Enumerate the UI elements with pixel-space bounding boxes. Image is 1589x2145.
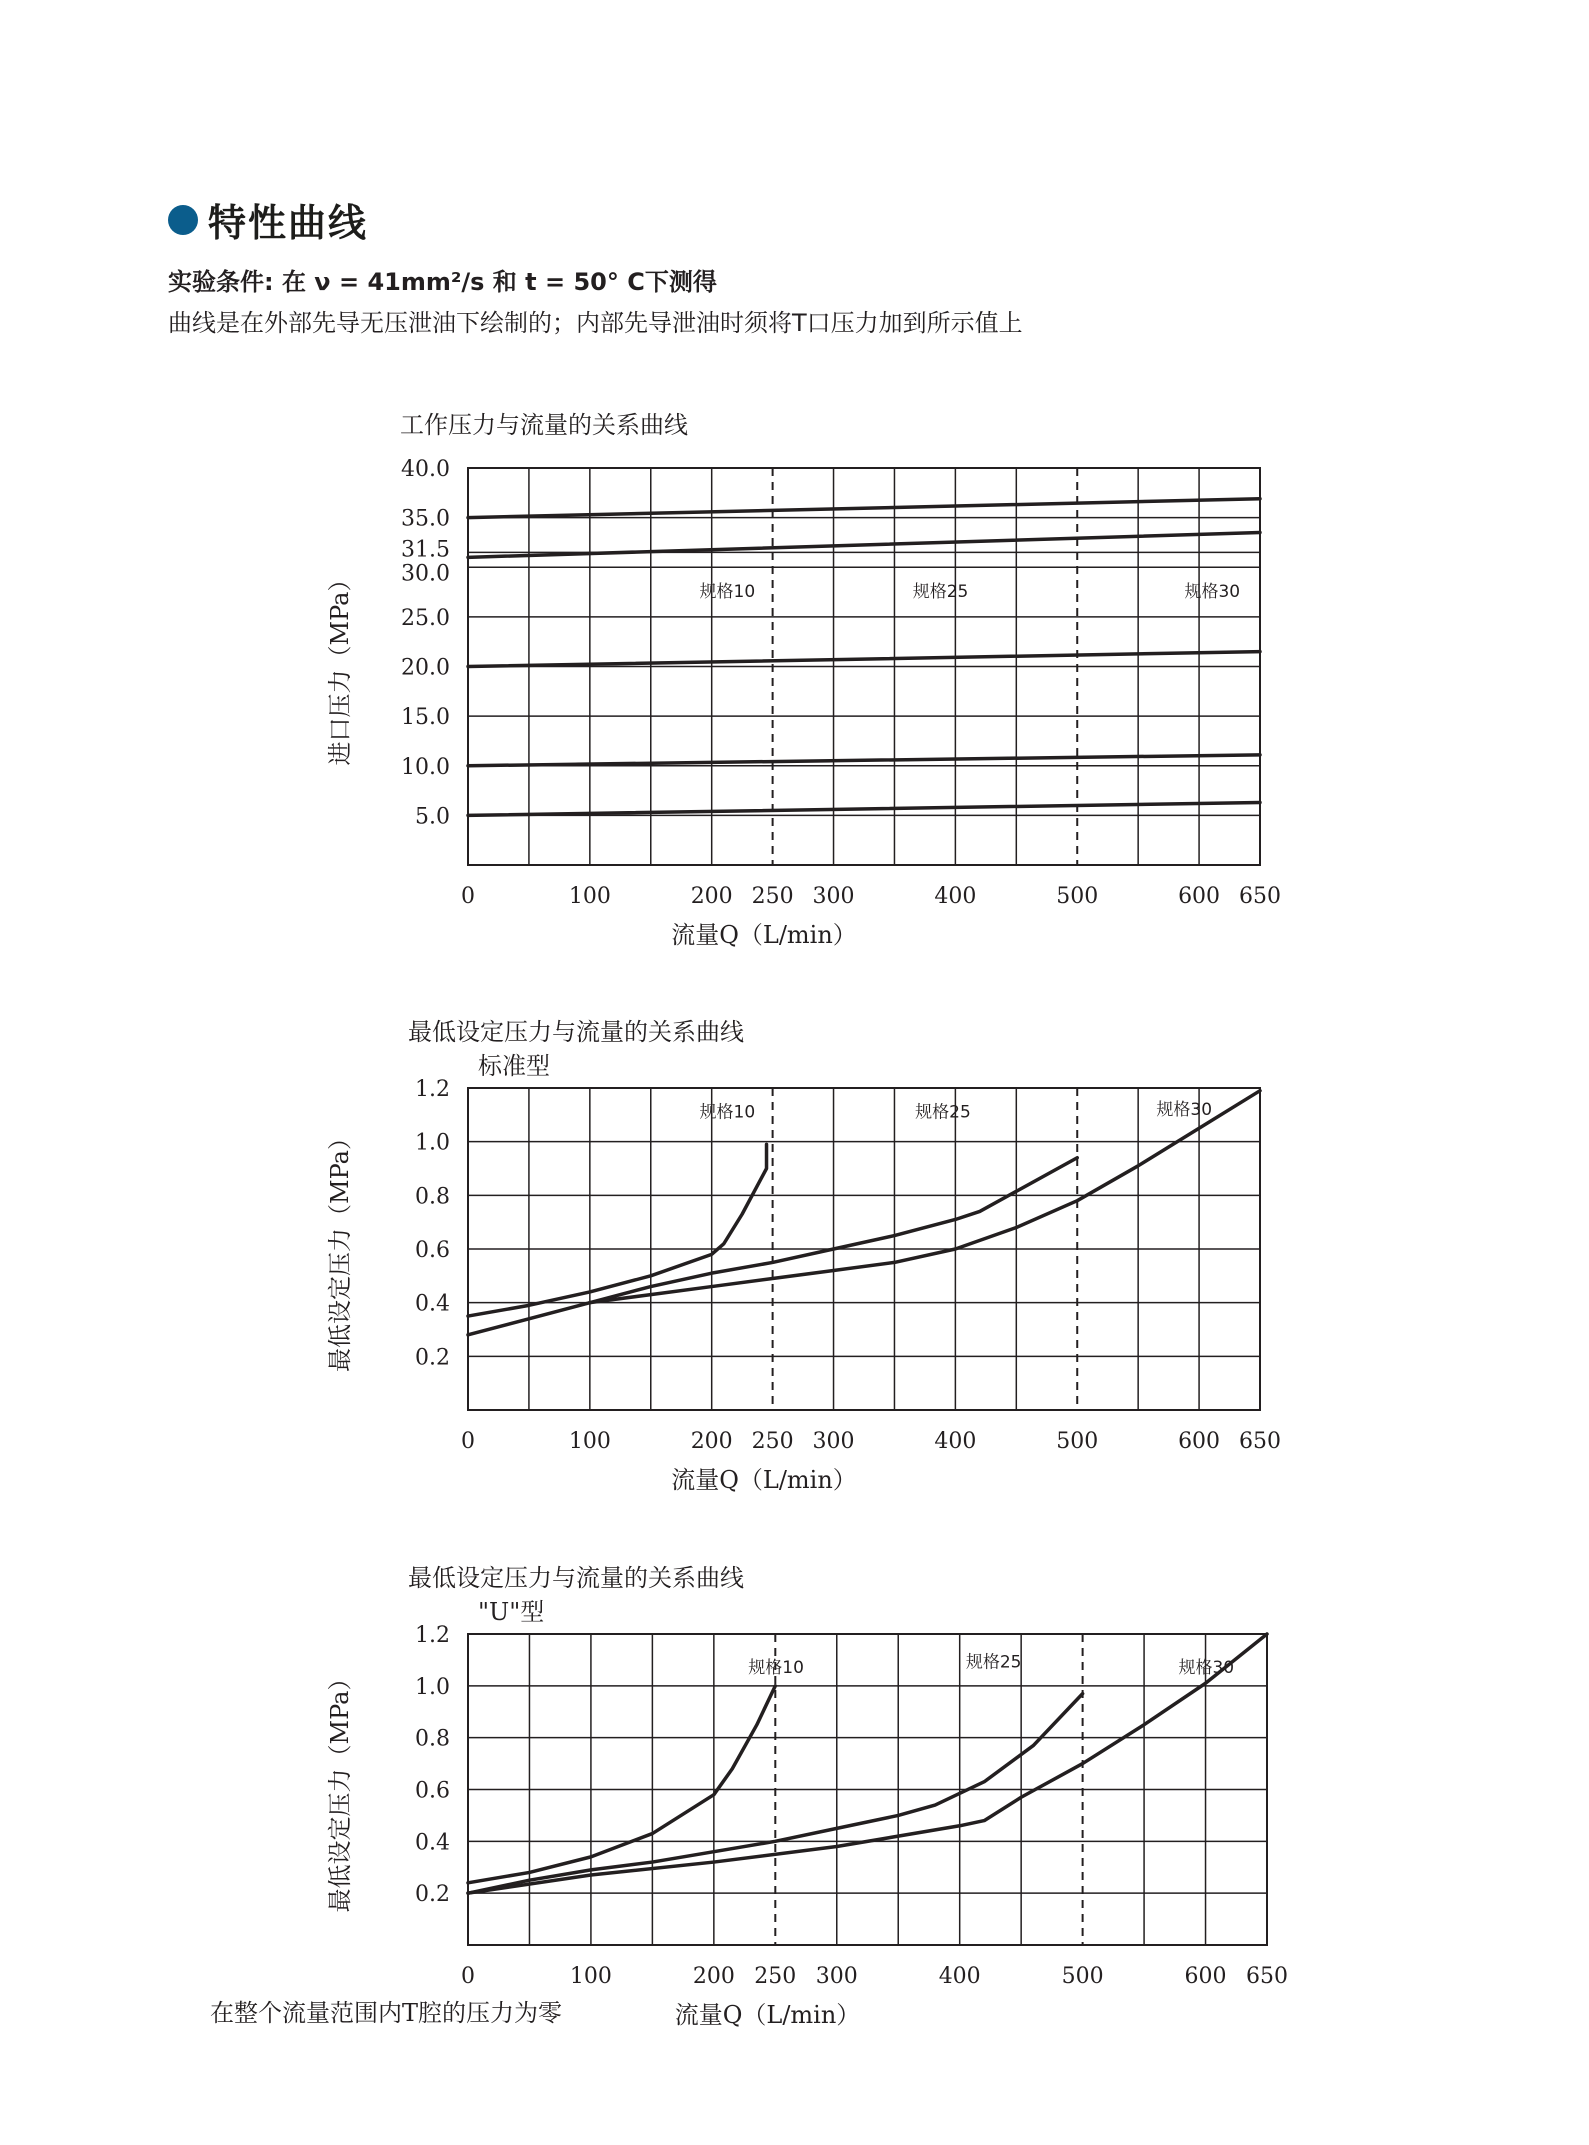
- x-tick-label: 200: [690, 1429, 733, 1454]
- chart-title: 最低设定压力与流量的关系曲线: [408, 1564, 744, 1592]
- series-line-1: [468, 1686, 775, 1883]
- y-axis-label: 最低设定压力（MPa）: [326, 1666, 354, 1913]
- x-tick-label: 600: [1178, 1429, 1221, 1454]
- grid: [468, 1634, 1267, 1945]
- size-annotation: 规格30: [1178, 1657, 1235, 1678]
- chart-subtitle: "U"型: [478, 1598, 545, 1626]
- test-conditions: 实验条件: 在 ν = 41mm²/s 和 t = 50° C下测得: [168, 268, 717, 296]
- size-annotation: 规格30: [1184, 582, 1241, 603]
- x-tick-label: 500: [1061, 1964, 1104, 1989]
- x-tick-label: 400: [934, 1429, 977, 1454]
- x-tick-label: 650: [1239, 1429, 1281, 1454]
- x-tick-label: 200: [692, 1964, 735, 1989]
- size-annotation: 规格10: [699, 1102, 756, 1123]
- y-tick-label: 1.0: [415, 1674, 450, 1700]
- y-tick-label: 10.0: [401, 754, 450, 780]
- y-axis-label: 进口压力（MPa）: [326, 567, 354, 766]
- y-tick-label: 1.2: [415, 1623, 450, 1648]
- y-tick-label: 30.0: [401, 561, 450, 587]
- y-tick-label: 20.0: [401, 655, 450, 681]
- y-tick-label: 25.0: [401, 605, 450, 631]
- footnote: 在整个流量范围内T腔的压力为零: [210, 1999, 563, 2027]
- y-tick-label: 35.0: [401, 506, 450, 532]
- x-tick-label: 300: [812, 884, 855, 909]
- size-annotation: 规格10: [699, 582, 756, 603]
- x-tick-label: 0: [461, 884, 475, 909]
- x-axis-label: 流量Q（L/min）: [671, 921, 857, 949]
- size-annotation: 规格25: [912, 582, 969, 603]
- x-tick-label: 500: [1056, 884, 1099, 909]
- heading-text: 特性曲线: [208, 201, 369, 245]
- x-tick-label: 100: [568, 1429, 611, 1454]
- y-tick-label: 40.0: [401, 457, 450, 482]
- chart-title: 最低设定压力与流量的关系曲线: [408, 1018, 744, 1046]
- y-tick-label: 0.8: [415, 1184, 450, 1210]
- x-tick-label: 250: [751, 1429, 794, 1454]
- x-tick-label: 0: [461, 1429, 475, 1454]
- y-tick-label: 15.0: [401, 705, 450, 731]
- x-tick-label: 650: [1246, 1964, 1288, 1989]
- y-tick-label: 1.0: [415, 1130, 450, 1156]
- y-tick-label: 0.2: [415, 1882, 450, 1908]
- x-tick-label: 250: [754, 1964, 797, 1989]
- size-annotation: 规格25: [915, 1102, 971, 1123]
- y-tick-label: 0.8: [415, 1726, 450, 1752]
- chart-title: 工作压力与流量的关系曲线: [400, 411, 688, 439]
- y-tick-label: 0.4: [415, 1830, 450, 1856]
- x-tick-label: 0: [461, 1964, 475, 1989]
- x-tick-label: 400: [934, 884, 977, 909]
- size-annotation: 规格30: [1156, 1099, 1213, 1120]
- y-tick-label: 5.0: [415, 804, 450, 830]
- series-line-3: [468, 1634, 1267, 1893]
- y-tick-label: 31.5: [401, 537, 450, 563]
- chart-subtitle: 标准型: [478, 1052, 550, 1080]
- size-annotation: 规格25: [965, 1652, 1022, 1673]
- x-axis-label: 流量Q（L/min）: [671, 1466, 857, 1494]
- x-tick-label: 300: [815, 1964, 858, 1989]
- y-tick-label: 0.2: [415, 1345, 450, 1371]
- y-axis-label: 最低设定压力（MPa）: [326, 1126, 354, 1372]
- x-axis-label: 流量Q（L/min）: [674, 2001, 861, 2029]
- x-tick-label: 100: [568, 884, 611, 909]
- x-tick-label: 650: [1239, 884, 1281, 909]
- x-tick-label: 600: [1184, 1964, 1227, 1989]
- x-tick-label: 400: [938, 1964, 981, 1989]
- size-annotation: 规格10: [748, 1657, 804, 1678]
- x-tick-label: 200: [690, 884, 733, 909]
- y-tick-label: 0.4: [415, 1291, 450, 1317]
- drain-note: 曲线是在外部先导无压泄油下绘制的；内部先导泄油时须将T口压力加到所示值上: [168, 309, 1023, 337]
- x-tick-label: 100: [569, 1964, 612, 1989]
- x-tick-label: 250: [751, 884, 794, 909]
- y-tick-label: 1.2: [415, 1077, 450, 1102]
- x-tick-label: 500: [1056, 1429, 1099, 1454]
- y-tick-label: 0.6: [415, 1238, 450, 1263]
- x-tick-label: 600: [1178, 884, 1221, 909]
- x-tick-label: 300: [812, 1429, 855, 1454]
- y-tick-label: 0.6: [415, 1778, 450, 1804]
